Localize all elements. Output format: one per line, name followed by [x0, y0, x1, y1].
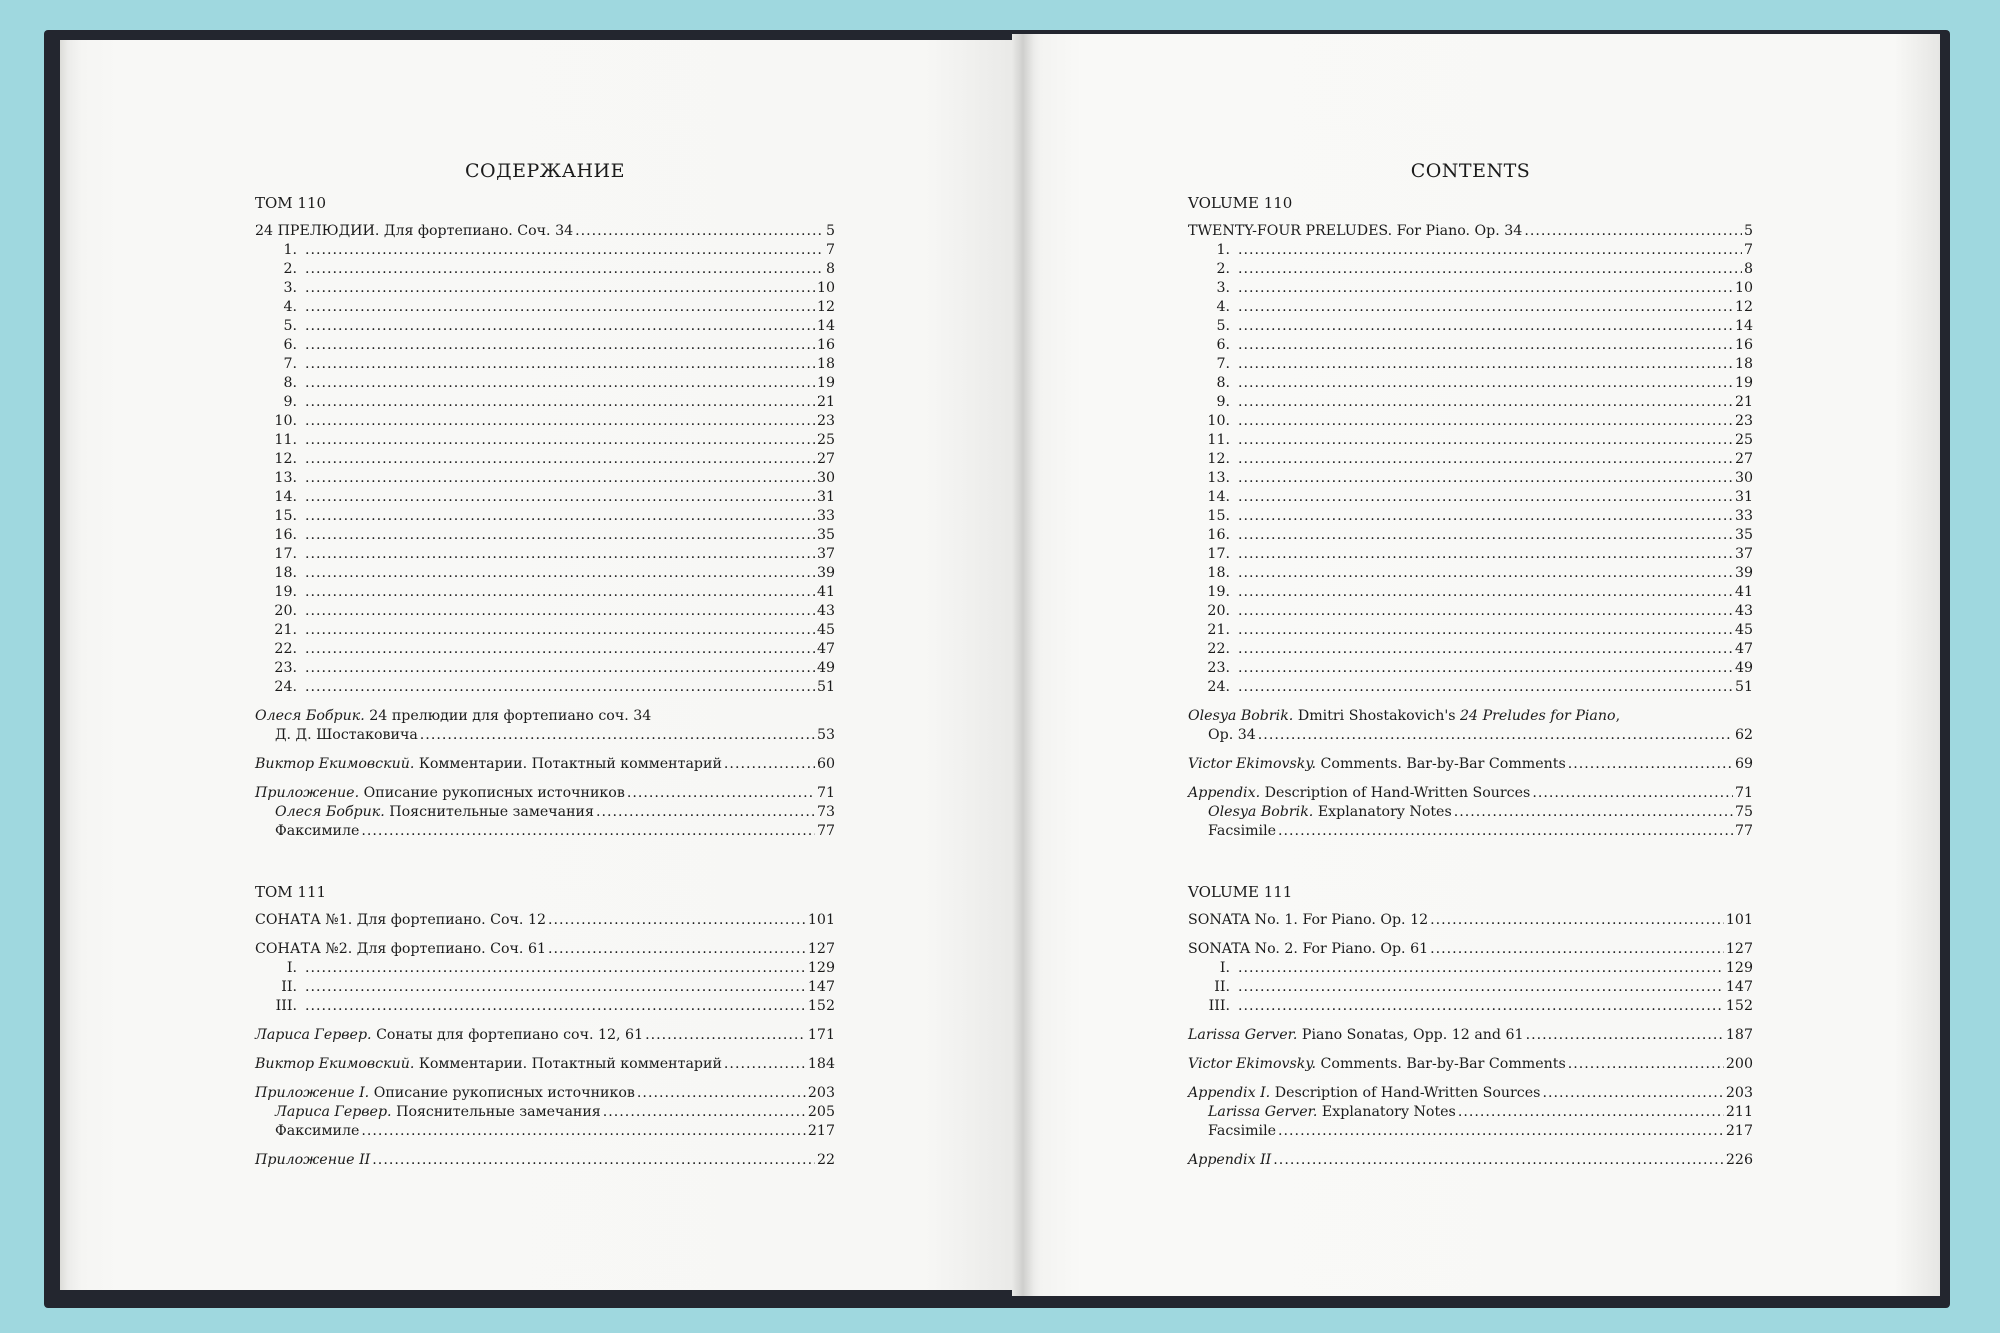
toc-entry: 10. ..... 23: [255, 412, 835, 431]
toc-entry: 17. ..... 37: [255, 545, 835, 564]
toc-entry: 9. ..... 21: [1188, 393, 1753, 412]
toc-entry: III. ..... 152: [1188, 997, 1753, 1016]
toc-entry: 15. ..... 33: [255, 507, 835, 526]
toc-entry: 12. ..... 27: [1188, 450, 1753, 469]
volume-heading: VOLUME 111: [1188, 883, 1293, 901]
toc-entry: Op. 34 ..... 62: [1188, 726, 1753, 745]
toc-entry: 24. ..... 51: [255, 678, 835, 697]
toc-entry: 19. ..... 41: [255, 583, 835, 602]
toc-entry: 1. ..... 7: [255, 241, 835, 260]
toc-entry: Приложение. Описание рукописных источников ..... 71: [255, 784, 835, 803]
toc-entry: Виктор Екимовский. Комментарии. Потактный комментарий ..... 60: [255, 755, 835, 774]
toc-entry: 9. ..... 21: [255, 393, 835, 412]
volume-heading: ТОМ 111: [255, 883, 327, 901]
toc-entry: 2. ..... 8: [1188, 260, 1753, 279]
toc-entry: 7. ..... 18: [255, 355, 835, 374]
toc-entry: TWENTY-FOUR PRELUDES. For Piano. Op. 34 ..... 5: [1188, 222, 1753, 241]
toc-entry: 22. ..... 47: [1188, 640, 1753, 659]
toc-entry: II. ..... 147: [255, 978, 835, 997]
toc-entry: Appendix. Description of Hand-Written Sources ..... 71: [1188, 784, 1753, 803]
toc-entry: 14. ..... 31: [1188, 488, 1753, 507]
toc-entry: Лариса Гервер. Сонаты для фортепиано соч. 12, 61 ..... 171: [255, 1026, 835, 1045]
toc-entry: СОНАТА №1. Для фортепиано. Соч. 12 ..... 101: [255, 911, 835, 930]
toc-entry: 24. ..... 51: [1188, 678, 1753, 697]
toc-entry: 16. ..... 35: [1188, 526, 1753, 545]
toc-entry: Facsimile ..... 77: [1188, 822, 1753, 841]
toc-entry: 18. ..... 39: [255, 564, 835, 583]
toc-entry: 18. ..... 39: [1188, 564, 1753, 583]
toc-entry: 14. ..... 31: [255, 488, 835, 507]
toc-entry: 23. ..... 49: [1188, 659, 1753, 678]
toc-entry: 13. ..... 30: [1188, 469, 1753, 488]
toc-entry: Приложение II ..... 22: [255, 1151, 835, 1170]
toc-entry: 5. ..... 14: [1188, 317, 1753, 336]
toc-entry: 20. ..... 43: [255, 602, 835, 621]
toc-entry: 21. ..... 45: [255, 621, 835, 640]
toc-entry: Лариса Гервер. Пояснительные замечания ..... 205: [255, 1103, 835, 1122]
toc-entry: 8. ..... 19: [1188, 374, 1753, 393]
toc-entry: 13. ..... 30: [255, 469, 835, 488]
toc-entry: 22. ..... 47: [255, 640, 835, 659]
prelude-list: [1188, 241, 1753, 697]
volume-heading: VOLUME 110: [1188, 194, 1293, 212]
toc-entry: 23. ..... 49: [255, 659, 835, 678]
toc-entry: Appendix I. Description of Hand-Written Sources ..... 203: [1188, 1084, 1753, 1103]
toc-entry: 2. ..... 8: [255, 260, 835, 279]
toc-entry: Олеся Бобрик. Пояснительные замечания ..... 73: [255, 803, 835, 822]
toc-entry: Факсимиле ..... 77: [255, 822, 835, 841]
toc-entry: SONATA No. 1. For Piano. Op. 12 ..... 101: [1188, 911, 1753, 930]
toc-entry: I. ..... 129: [1188, 959, 1753, 978]
volume-heading: ТОМ 110: [255, 194, 327, 212]
page-title: СОДЕРЖАНИЕ: [465, 160, 625, 182]
toc-entry: 7. ..... 18: [1188, 355, 1753, 374]
prelude-list: [255, 241, 835, 697]
toc-entry: Приложение I. Описание рукописных источников ..... 203: [255, 1084, 835, 1103]
toc-entry: I. ..... 129: [255, 959, 835, 978]
toc-entry: II. ..... 147: [1188, 978, 1753, 997]
toc-entry: 19. ..... 41: [1188, 583, 1753, 602]
toc-entry: 3. ..... 10: [255, 279, 835, 298]
toc-entry: 8. ..... 19: [255, 374, 835, 393]
toc-entry: 10. ..... 23: [1188, 412, 1753, 431]
toc-entry: Appendix II ..... 226: [1188, 1151, 1753, 1170]
toc-entry: 11. ..... 25: [255, 431, 835, 450]
toc-entry: Larissa Gerver. Piano Sonatas, Opp. 12 and 61 ..... 187: [1188, 1026, 1753, 1045]
movement-list: [255, 959, 835, 1016]
toc-entry: Victor Ekimovsky. Comments. Bar-by-Bar Comments ..... 69: [1188, 755, 1753, 774]
book-gutter: [1012, 34, 1034, 1296]
toc-entry: 4. ..... 12: [255, 298, 835, 317]
toc-entry: 5. ..... 14: [255, 317, 835, 336]
toc-entry: 17. ..... 37: [1188, 545, 1753, 564]
toc-entry: Victor Ekimovsky. Comments. Bar-by-Bar Comments ..... 200: [1188, 1055, 1753, 1074]
movement-list: [1188, 959, 1753, 1016]
toc-entry: Larissa Gerver. Explanatory Notes ..... 211: [1188, 1103, 1753, 1122]
toc-entry: Виктор Екимовский. Комментарии. Потактный комментарий ..... 184: [255, 1055, 835, 1074]
toc-entry: СОНАТА №2. Для фортепиано. Соч. 61 ..... 127: [255, 940, 835, 959]
toc-entry: Facsimile ..... 217: [1188, 1122, 1753, 1141]
page-title: CONTENTS: [1410, 160, 1531, 182]
toc-entry: Олеся Бобрик. 24 прелюдии для фортепиано соч. 34: [255, 708, 652, 724]
toc-entry: 20. ..... 43: [1188, 602, 1753, 621]
toc-entry: 6. ..... 16: [1188, 336, 1753, 355]
toc-entry: III. ..... 152: [255, 997, 835, 1016]
toc-entry: 15. ..... 33: [1188, 507, 1753, 526]
toc-entry: 3. ..... 10: [1188, 279, 1753, 298]
toc-entry: 21. ..... 45: [1188, 621, 1753, 640]
toc-entry: 16. ..... 35: [255, 526, 835, 545]
toc-entry: 6. ..... 16: [255, 336, 835, 355]
toc-entry: 11. ..... 25: [1188, 431, 1753, 450]
toc-entry: 1. ..... 7: [1188, 241, 1753, 260]
toc-entry: 4. ..... 12: [1188, 298, 1753, 317]
toc-entry: SONATA No. 2. For Piano. Op. 61 ..... 127: [1188, 940, 1753, 959]
contents-english: [1188, 160, 1753, 1170]
toc-entry: Olesya Bobrik. Explanatory Notes ..... 75: [1188, 803, 1753, 822]
contents-russian: [255, 160, 835, 1170]
toc-entry: Olesya Bobrik. Dmitri Shostakovich's 24 Preludes for Piano,: [1188, 708, 1621, 724]
toc-entry: 24 ПРЕЛЮДИИ. Для фортепиано. Соч. 34 ..... 5: [255, 222, 835, 241]
toc-entry: Факсимиле ..... 217: [255, 1122, 835, 1141]
toc-entry: 12. ..... 27: [255, 450, 835, 469]
toc-entry: Д. Д. Шостаковича ..... 53: [255, 726, 835, 745]
